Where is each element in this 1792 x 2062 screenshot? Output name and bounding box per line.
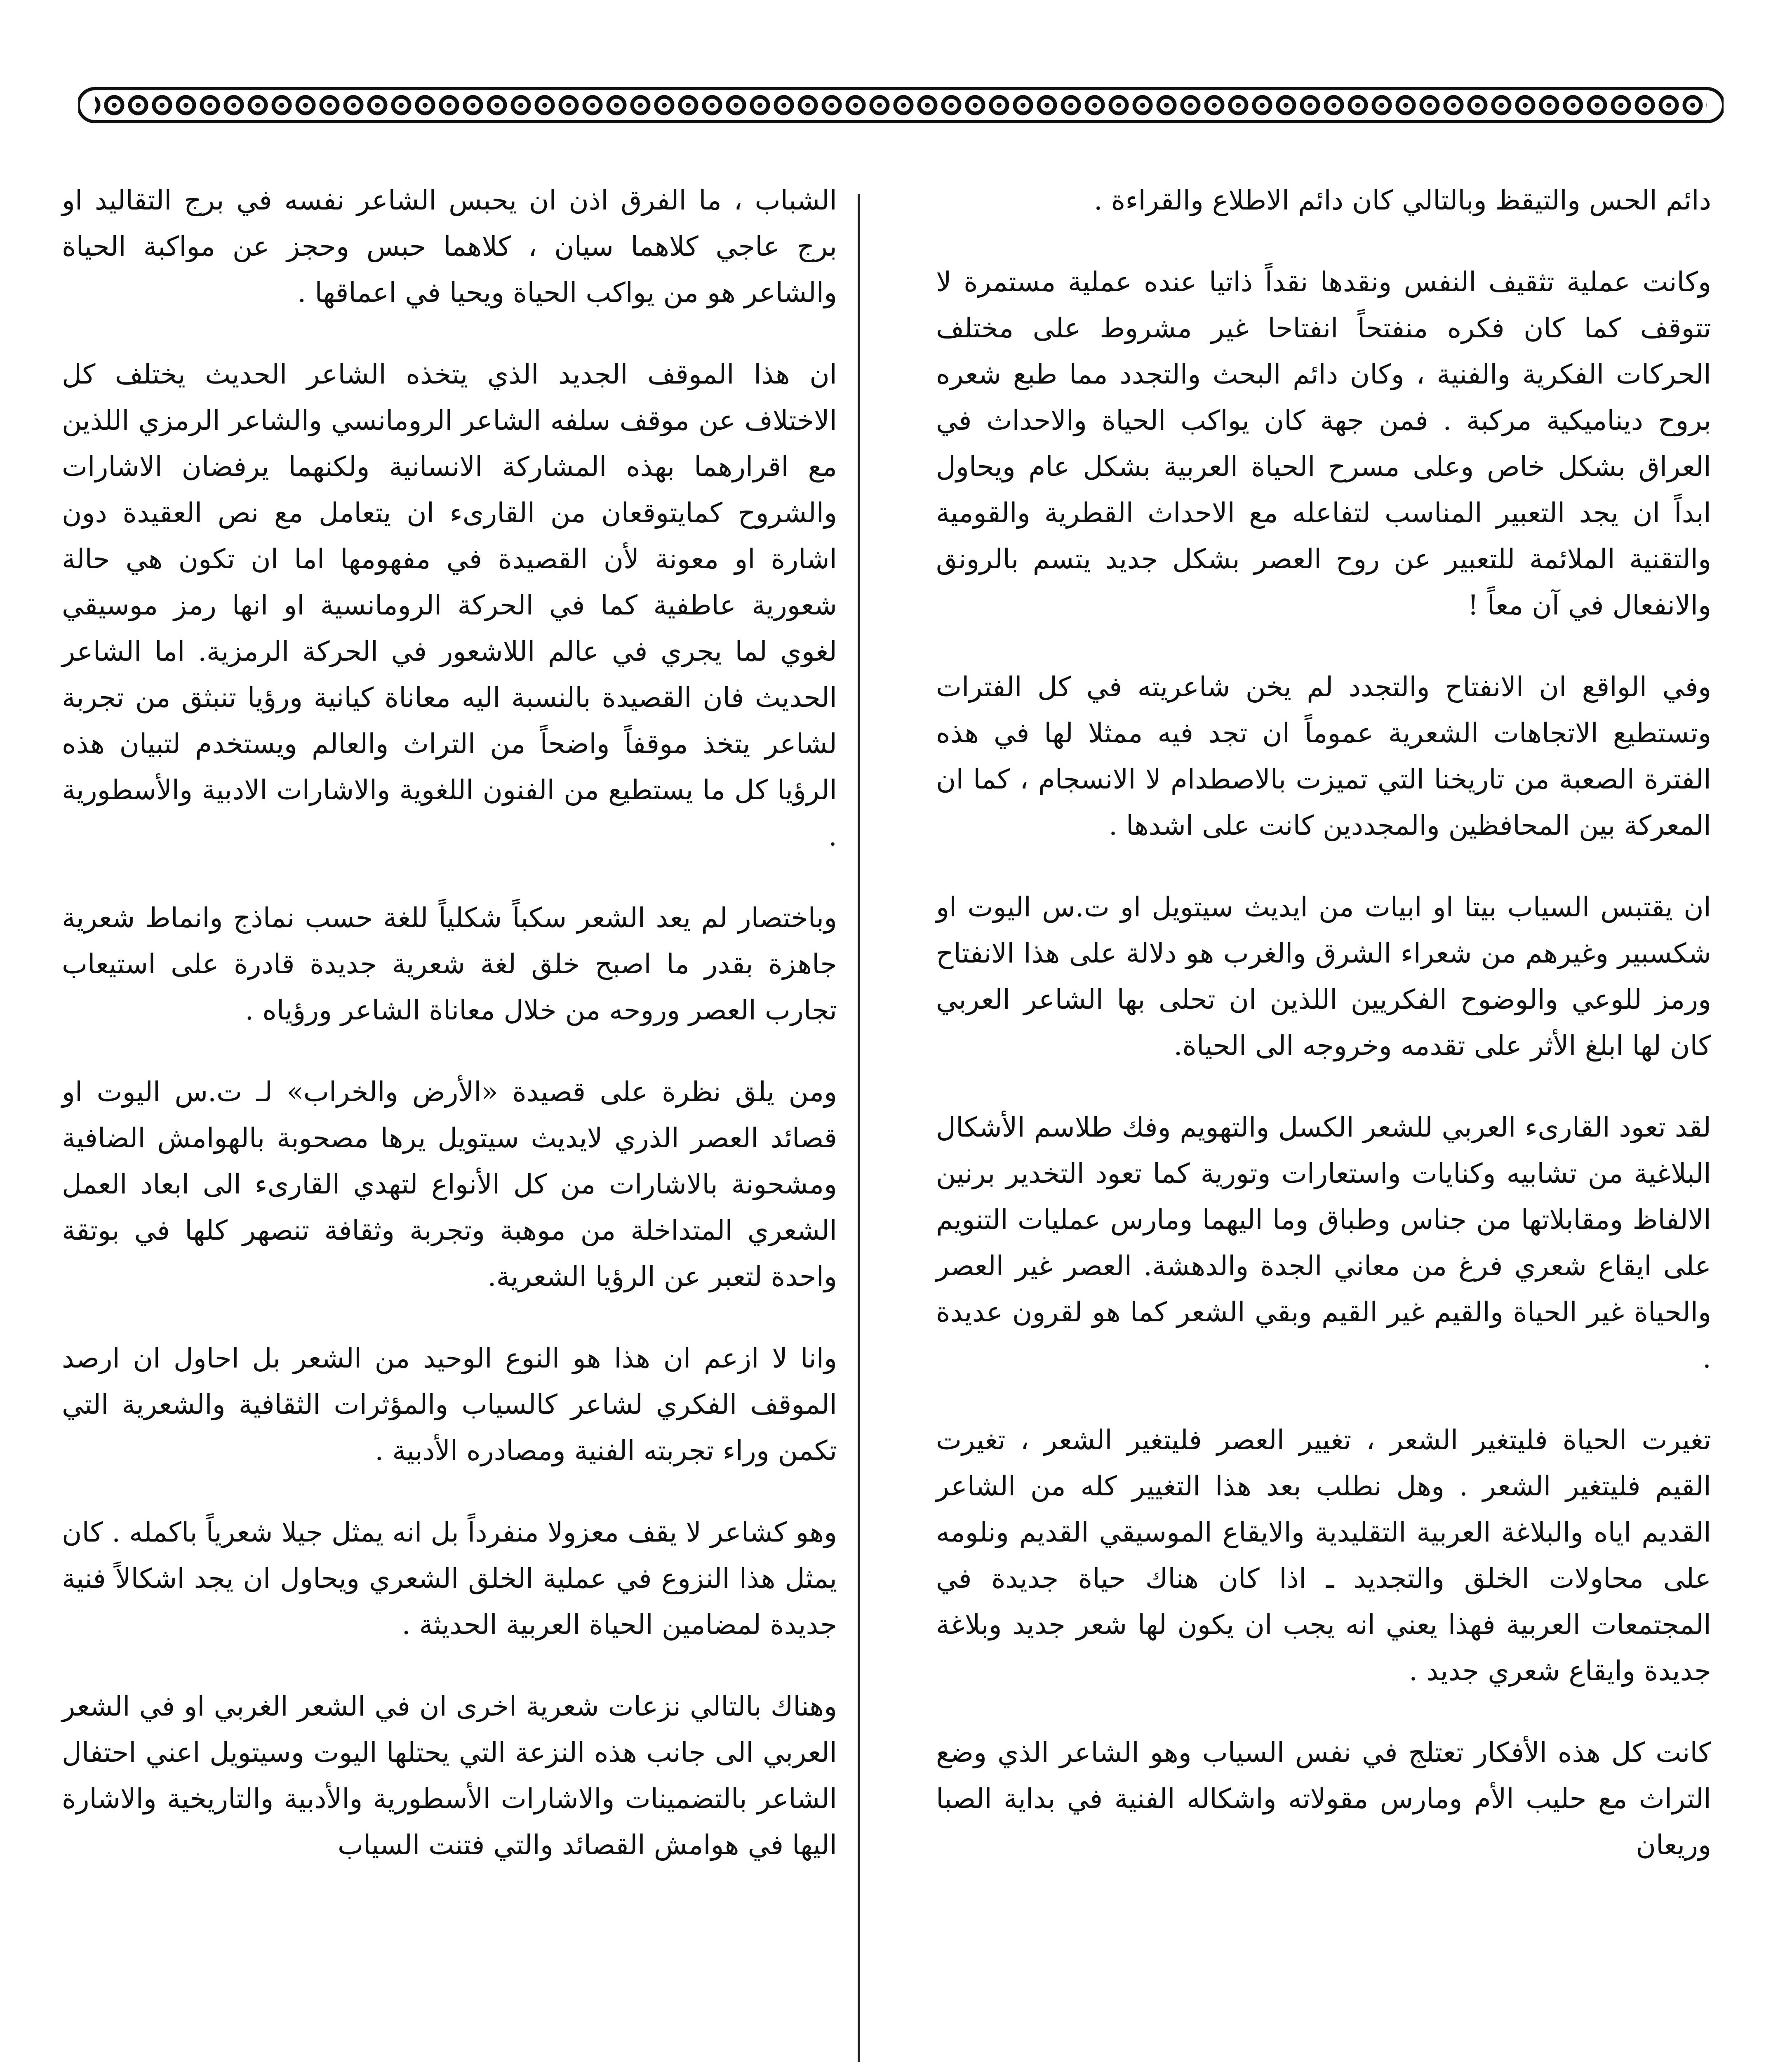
- paragraph: وهناك بالتالي نزعات شعرية اخرى ان في الشعر الغربي او في الشعر العربي الى جانب هذه النزعة التي يحتلها اليوت وسيتويل اعني احتفال الشاعر بالتضمينات والاشارات الأسطورية والأدبية والتاريخية والاشارة اليها في هوامش القصائد والتي فتنت السياب: [62, 1690, 837, 1861]
- paragraph: تغيرت الحياة فليتغير الشعر ، تغيير العصر فليتغير الشعر ، تغيرت القيم فليتغير الشعر . وهل نطلب بعد هذا التغيير كله من الشاعر القديم اياه والبلاغة العربية التقليدية والايقاع الموسيقي القديم ونلومه على محاولات الخلق والتجديد ـ اذا كان هناك حياة جديدة في المجتمعات العربية فهذا يعني انه يجب ان يكون لها شعر جديد وبلاغة جديدة وايقاع شعري جديد .: [936, 1424, 1711, 1687]
- paragraph: الشباب ، ما الفرق اذن ان يحبس الشاعر نفسه في برج التقاليد او برج عاجي كلاهما سيان ، كلاهما حبس وحجز عن مواكبة الحياة والشاعر هو من يواكب الحياة ويحيا في اعماقها .: [62, 184, 837, 308]
- paragraph: دائم الحس والتيقظ وبالتالي كان دائم الاطلاع والقراءة .: [1094, 184, 1711, 216]
- column-left: [62, 177, 837, 1904]
- paragraph: وفي الواقع ان الانفتاح والتجدد لم يخن شاعريته في كل الفترات وتستطيع الاتجاهات الشعرية عموماً ان تجد فيه ممثلا لها في هذه الفترة الصعبة من تاريخنا التي تميزت بالاصطدام لا الانسجام ، كما ان المعركة بين المحافظين والمجددين كانت على اشدها .: [936, 671, 1711, 841]
- paragraph: ان هذا الموقف الجديد الذي يتخذه الشاعر الحديث يختلف كل الاختلاف عن موقف سلفه الشاعر الرومانسي والشاعر الرمزي اللذين مع اقرارهما بهذه المشاركة الانسانية ولكنهما يرفضان الاشارات والشروح كمايتوقعان من القارىء ان يتعامل مع نص العقيدة دون اشارة او معونة لأن القصيدة في مفهومها اما ان تكون هي حالة شعورية عاطفية كما في الحركة الرومانسية او انها رمز موسيقي لغوي لما يجري في عالم اللاشعور في الحركة الرمزية. اما الشاعر الحديث فان القصيدة بالنسبة اليه معاناة كيانية ورؤيا تنبثق من تجربة لشاعر يتخذ موقفاً واضحاً من التراث والعالم ويستخدم لتبيان هذه الرؤيا كل ما يستطيع من الفنون اللغوية والاشارات الادبية والأسطورية .: [62, 358, 837, 852]
- paragraph: وكانت عملية تثقيف النفس ونقدها نقداً ذاتيا عنده عملية مستمرة لا تتوقف كما كان فكره منفتحاً انفتاحا غير مشروط على مختلف الحركات الفكرية والفنية ، وكان دائم البحث والتجدد مما طبع شعره بروح ديناميكية مركبة . فمن جهة كان يواكب الحياة والاحداث في العراق بشكل خاص وعلى مسرح الحياة العربية بشكل عام ويحاول ابداً ان يجد التعبير المناسب لتفاعله مع الاحداث القطرية والقومية والتقنية الملائمة للتعبير عن روح العصر بشكل جديد يتسم بالرونق والانفعال في آن معاً !: [936, 266, 1711, 621]
- column-right: [936, 177, 1711, 1904]
- column-divider: [858, 194, 860, 2062]
- paragraph: وانا لا ازعم ان هذا هو النوع الوحيد من الشعر بل احاول ان ارصد الموقف الفكري لشاعر كالسياب والمؤثرات الثقافية والشعرية التي تكمن وراء تجربته الفنية ومصادره الأدبية .: [62, 1342, 837, 1466]
- paragraph: لقد تعود القارىء العربي للشعر الكسل والتهويم وفك طلاسم الأشكال البلاغية من تشابيه وكنايات واستعارات وتورية كما تعود التخدير برنين الالفاظ ومقابلاتها من جناس وطباق وما اليهما ومارس عمليات التنويم على ايقاع شعري فرغ من معاني الجدة والدهشة. العصر غير العصر والحياة غير الحياة والقيم غير القيم وبقي الشعر كما هو لقرون عديدة .: [936, 1111, 1711, 1374]
- paragraph: ان يقتبس السياب بيتا او ابيات من ايديث سيتويل او ت.س اليوت او شكسبير وغيرهم من شعراء الشرق والغرب هو دلالة على هذا الانفتاح ورمز للوعي والوضوح الفكريين اللذين ان تحلى بها الشاعر العربي كان لها ابلغ الأثر على تقدمه وخروجه الى الحياة.: [936, 891, 1712, 1062]
- paragraph: كانت كل هذه الأفكار تعتلج في نفس السياب وهو الشاعر الذي وضع التراث مع حليب الأم ومارس مقولاته واشكاله الفنية في بداية الصبا وريعان: [936, 1737, 1711, 1861]
- paragraph: ومن يلق نظرة على قصيدة «الأرض والخراب» لـ ت.س اليوت او قصائد العصر الذري لايديث سيتويل يرها مصحوبة بالهوامش الضافية ومشحونة بالاشارات من كل الأنواع لتهدي القارىء الى ابعاد العمل الشعري المتداخلة من موهبة وتجربة وثقافة تنصهر كلها في بوتقة واحدة لتعبر عن الرؤيا الشعرية.: [62, 1076, 837, 1292]
- ornament-border: [78, 82, 1724, 128]
- paragraph: وهو كشاعر لا يقف معزولا منفرداً بل انه يمثل جيلا شعرياً باكمله . كان يمثل هذا النزوع في عملية الخلق الشعري ويحاول ان يجد اشكالاً فنية جديدة لمضامين الحياة العربية الحديثة .: [62, 1516, 837, 1641]
- paragraph: وباختصار لم يعد الشعر سكباً شكلياً للغة حسب نماذج وانماط شعرية جاهزة بقدر ما اصبح خلق لغة شعرية جديدة قادرة على استيعاب تجارب العصر وروحه من خلال معاناة الشاعر ورؤياه .: [62, 902, 837, 1026]
